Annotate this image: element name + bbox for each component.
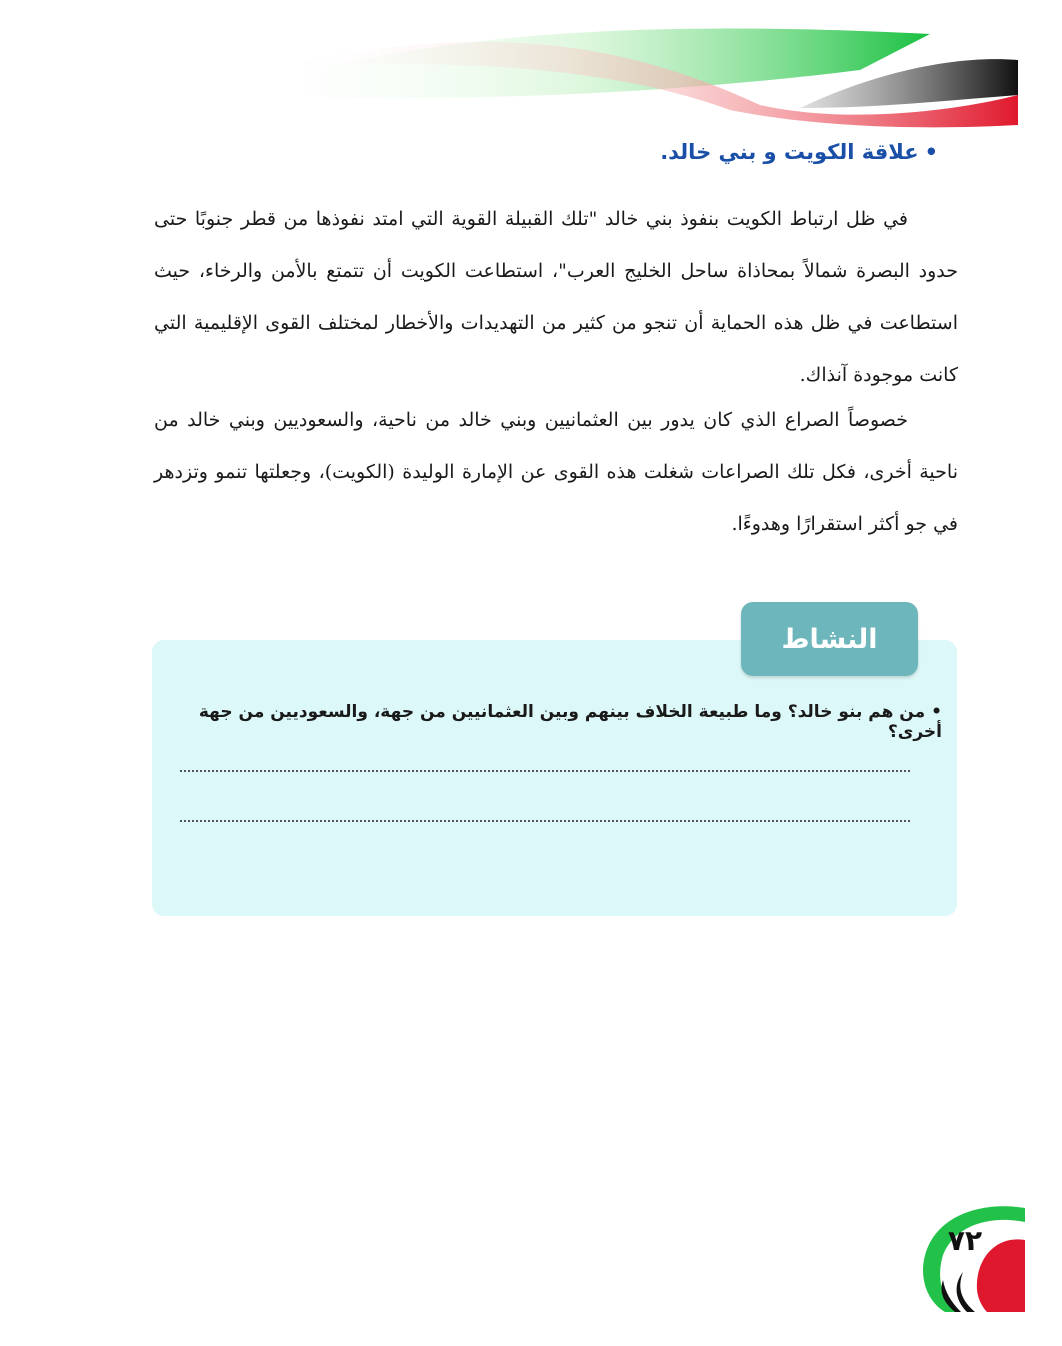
- paragraph-2: [154, 394, 958, 550]
- activity-title-tab: [741, 602, 918, 676]
- activity-question-text: من هم بنو خالد؟ وما طبيعة الخلاف بينهم وبين العثمانيين من جهة، والسعوديين من جهة أخرى؟: [198, 702, 942, 742]
- page-number: ٧٢: [947, 1224, 983, 1257]
- paragraph-1-text: في ظل ارتباط الكويت بنفوذ بني خالد "تلك القبيلة القوية التي امتد نفوذها من قطر جنوبًا حتى حدود البصرة شمالاً بمحاذاة ساحل الخليج العرب"، استطاعت الكويت أن تتمتع بالأمن والرخاء، حيث استطاعت في ظل هذه الحماية أن تنجو من كثير من التهديدات والأخطار لمختلف القوى الإقليمية التي كانت موجودة آنذاك.: [154, 208, 958, 386]
- flag-ribbon-banner: [0, 0, 1062, 140]
- activity-box: [152, 640, 957, 916]
- paragraph-2-text: خصوصاً الصراع الذي كان يدور بين العثمانيين وبني خالد من ناحية، والسعوديين وبني خالد من ناحية أخرى، فكل تلك الصراعات شغلت هذه القوى عن الإمارة الوليدة (الكويت)، وجعلتها تنمو وتزدهر في جو أكثر استقرارًا وهدوءًا.: [154, 409, 958, 535]
- answer-line-1[interactable]: [180, 770, 910, 772]
- activity-question: [182, 702, 942, 742]
- bullet: •: [924, 140, 938, 164]
- answer-line-2[interactable]: [180, 820, 910, 822]
- paragraph-1: [154, 193, 958, 401]
- bullet: •: [931, 702, 942, 722]
- section-heading: [338, 140, 938, 164]
- section-heading-text: علاقة الكويت و بني خالد.: [660, 140, 919, 164]
- activity-title: النشاط: [781, 623, 878, 655]
